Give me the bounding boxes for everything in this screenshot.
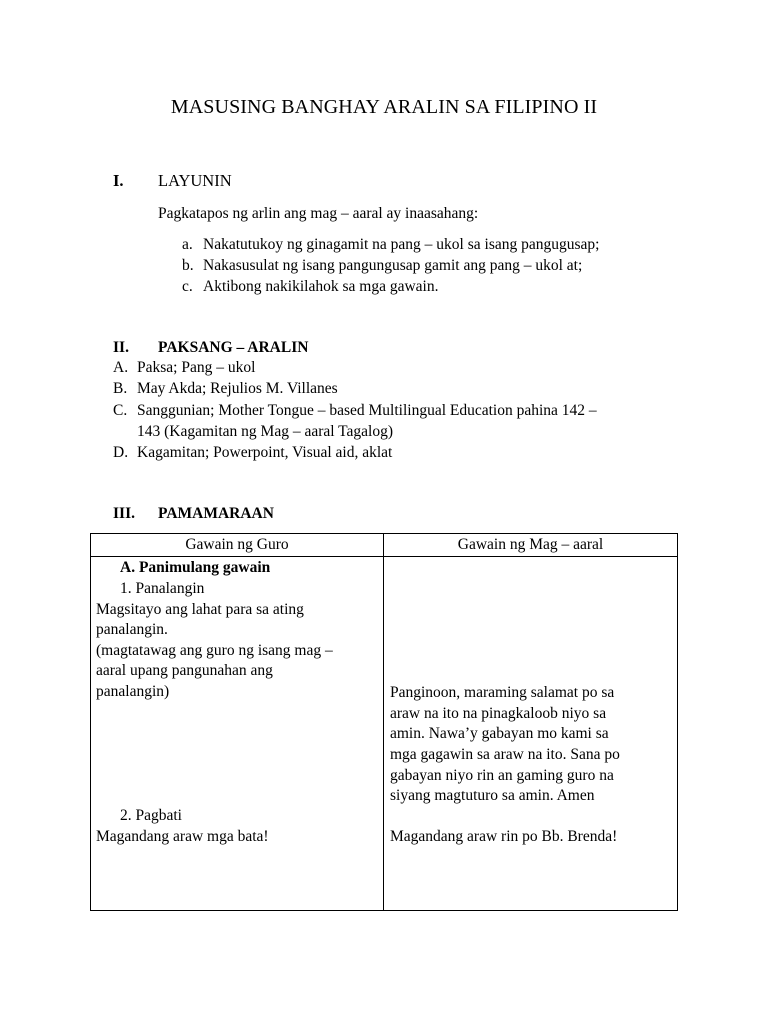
topic-text: May Akda; Rejulios M. Villanes [137,380,338,397]
section-1-number: I. [113,171,124,190]
guro-step-2: 2. Pagbati [120,807,182,824]
section-1-intro: Pagkatapos ng arlin ang mag – aaral ay inaasahang: [158,205,479,222]
topic-text: Kagamitan; Powerpoint, Visual aid, aklat [137,444,393,461]
procedure-table [90,533,678,911]
topic-marker: A. [113,359,129,376]
objective-marker: b. [182,257,194,274]
section-3-heading: PAMAMARAAN [158,505,274,522]
topic-marker: C. [113,402,128,419]
magaaral-greeting: Magandang araw rin po Bb. Brenda! [390,828,618,845]
magaaral-prayer-line: araw na ito na pinagkaloob niyo sa [390,705,607,722]
section-2-heading: PAKSANG – ARALIN [158,339,309,356]
guro-greeting: Magandang araw mga bata! [96,828,269,845]
table-column-divider [383,534,384,910]
section-3-number: III. [113,505,135,522]
topic-marker: B. [113,380,128,397]
magaaral-prayer-line: siyang magtuturo sa amin. Amen [390,787,595,804]
topic-text: Paksa; Pang – ukol [137,359,256,376]
magaaral-prayer-line: amin. Nawa’y gabayan mo kami sa [390,725,609,742]
table-header-divider [91,556,677,557]
objective-marker: c. [182,278,193,295]
objective-text: Nakasusulat ng isang pangungusap gamit ang pang – ukol at; [203,257,583,274]
guro-subheading: A. Panimulang gawain [120,559,271,576]
section-1-heading: LAYUNIN [158,171,232,190]
objective-marker: a. [182,236,193,253]
magaaral-prayer-line: Panginoon, maraming salamat po sa [390,684,615,701]
guro-line: panalangin) [96,683,170,700]
guro-line: Magsitayo ang lahat para sa ating [96,601,304,618]
table-header-guro: Gawain ng Guro [185,536,289,553]
objective-text: Aktibong nakikilahok sa mga gawain. [203,278,439,295]
guro-line: aaral upang pangunahan ang [96,662,273,679]
guro-line: panalangin. [96,621,168,638]
objective-text: Nakatutukoy ng ginagamit na pang – ukol sa isang pangugusap; [203,236,600,253]
topic-marker: D. [113,444,129,461]
topic-text-continued: 143 (Kagamitan ng Mag – aaral Tagalog) [137,423,394,440]
table-header-magaaral: Gawain ng Mag – aaral [457,536,604,553]
section-2-number: II. [113,339,129,356]
magaaral-prayer-line: mga gagawin sa araw na ito. Sana po [390,746,620,763]
document-title: MASUSING BANGHAY ARALIN SA FILIPINO II [170,96,598,118]
magaaral-prayer-line: gabayan niyo rin an gaming guro na [390,767,614,784]
topic-text: Sanggunian; Mother Tongue – based Multilingual Education pahina 142 – [137,402,597,419]
guro-step-1: 1. Panalangin [120,580,205,597]
guro-line: (magtatawag ang guro ng isang mag – [96,642,333,659]
